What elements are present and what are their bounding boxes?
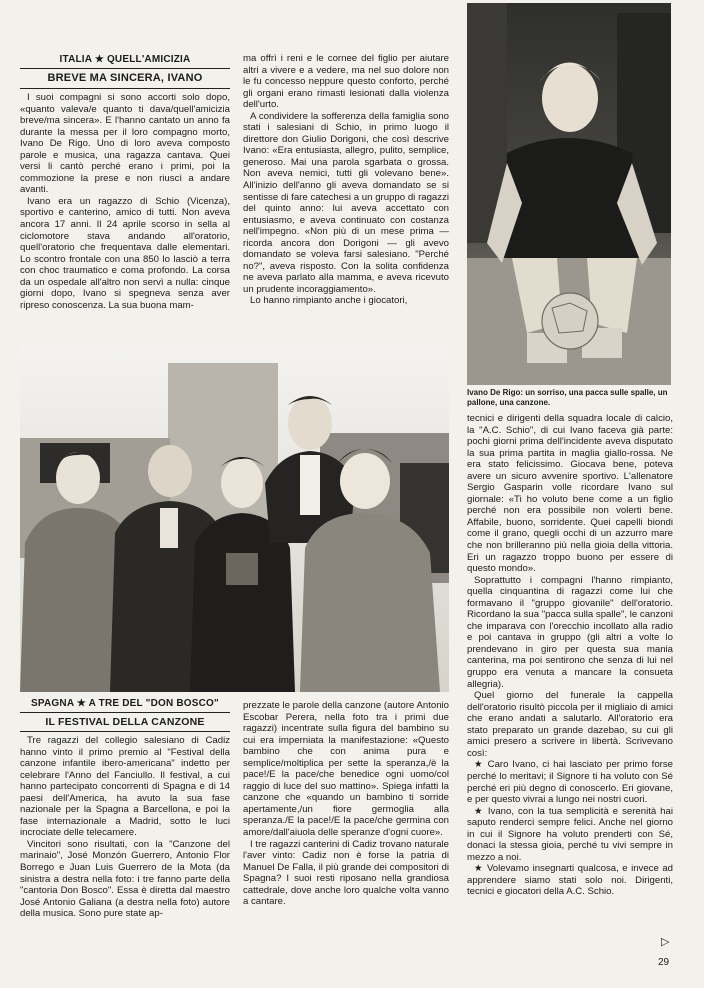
ivano-photo-image (467, 3, 671, 385)
italia-rule-top (20, 68, 230, 69)
spagna-paragraph: I tre ragazzi canterini di Cadiz trovano naturale l'aver vinto: Cadiz non è forse la patria di Manuel De Falla, il più grande dei compositori di Spagna? I suoi resti riposano nella grandiosa cattedrale, dove anche loro qualche volta vanno a cantare. (243, 838, 449, 908)
italia-column-3 (467, 413, 673, 898)
italia-paragraph: Ivano era un ragazzo di Schio (Vicenza), sportivo e canterino, amico di tutti. Non aveva ancora 17 anni. Il 24 aprile scorso in sella al ciclomotore stava andando all'oratorio, quell'oratorio che frequentava dalle elementari. Lo scontro frontale con una 850 lo lasciò a terra con choc traumatico e coma profondo. La corsa da un ospedale all'altro non servì a nulla: cinque giorni dopo, Ivano si spegneva senza aver ripreso conoscenza. La sua buona mam- (20, 195, 230, 311)
spagna-paragraph: Vincitori sono risultati, con la "Canzone del marinaio", José Monzón Guerrero, Antonio Flor Borrego e Juan Luis Guerrero de la Mota (da sinistra a destra nella foto: i tre fanno parte della "cantoria Don Bosco". Essa è diretta dal maestro José Antonio Galiana (a destra nella foto) autore della musica. Sono pure state ap- (20, 838, 230, 920)
page-number: 29 (658, 957, 670, 968)
italia-paragraph: Quel giorno del funerale la cappella dell'oratorio risultò piccola per il migliaio di amici che erano andati a salutarlo. All'oratorio era stato preparato un grande dazebao, su cui gli amici presero a scrivere in libertà. Scrivevano così: (467, 690, 673, 759)
spagna-column-1 (20, 698, 230, 920)
italia-rule-bottom (20, 88, 230, 89)
spagna-column-2 (243, 700, 449, 908)
group-photo-image (20, 343, 449, 692)
spagna-kicker: SPAGNA ★ A TRE DEL "DON BOSCO" (31, 698, 219, 709)
spagna-rule-bottom (20, 731, 230, 732)
group-photo (20, 343, 449, 692)
italia-column-2 (243, 53, 449, 307)
italia-paragraph: A condividere la sofferenza della famiglia sono stati i salesiani di Schio, in primo luogo il direttore don Giulio Dorigoni, che così descrive Ivano: «Era entusiasta, allegro, pulito, semplice, generoso. Mai una parola sgarbata o grossa. Non aveva nemici, tutti gli volevano bene». All'inizio dell'anno gli aveva domandato se si sentisse di fare catechesi a un gruppo di ragazzi del quinto anno: lui aveva accettato con entusiasmo, e aveva continuato con costanza nell'impegno. «Non più di un mese prima — ricorda ancora don Dorigoni — gli avevo domandato se voleva farsi salesiano. "Perché no?", aveva risposto. Con la solita confidenza ne aveva parlato alla mamma, e aveva ricevuto un prudente incoraggiamento». (243, 110, 449, 295)
ivano-photo-caption: Ivano De Rigo: un sorriso, una pacca sulle spalle, un pallone, una canzone. (467, 388, 668, 407)
italia-column-1 (20, 53, 230, 311)
italia-title: BREVE MA SINCERA, IVANO (47, 72, 203, 84)
spagna-paragraph: Tre ragazzi del collegio salesiano di Cadiz hanno vinto il primo premio al "Festival della canzone infantile ibero-americana" indetto per celebrare l'Anno del Fanciullo. Il festival, a cui hanno partecipato concorrenti di Spagna e di 14 paesi dell'America, ha avuto la sua fase nazionale per la Spagna a Barcellona, e poi la fase internazionale a Madrid, sotto le luci incrociate delle telecamere. (20, 735, 230, 839)
spagna-rule-top (20, 712, 230, 713)
italia-paragraph: ★ Ivano, con la tua semplicità e serenità hai saputo renderci sempre felici. Anche nel giorno in cui il Signore ha voluto prenderti con Sé, donaci la stessa gioia, perché tu vivi sempre in mezzo a noi. (467, 805, 673, 863)
ivano-photo (467, 3, 671, 385)
italia-paragraph: ★ Volevamo insegnarti qualcosa, e invece ad apprendere siamo stati solo noi. Dirigenti, tecnici e giocatori della A.C. Schio. (467, 863, 673, 898)
italia-paragraph: ★ Caro Ivano, ci hai lasciato per primo forse perché lo meritavi; il Signore ti ha voluto con Sé perché eri più degno di conoscerlo. Eri giovane, e per questo vivrai a lungo nei nostri cuori. (467, 759, 673, 806)
continue-arrow-icon: ▷ (661, 936, 670, 948)
italia-kicker: ITALIA ★ QUELL'AMICIZIA (59, 54, 191, 65)
spagna-title: IL FESTIVAL DELLA CANZONE (45, 716, 205, 728)
italia-paragraph: Lo hanno rimpianto anche i giocatori, (250, 295, 408, 307)
italia-paragraph: tecnici e dirigenti della squadra locale di calcio, la "A.C. Schio", di cui Ivano faceva già parte: pochi giorni prima dell'incidente aveva disputato la sua prima partita in maglia giallo-rossa. Ne era stato felicissimo. Giocava bene, poteva avere un sicuro avvenire sportivo. L'allenatore Sergio Gasparin volle ricordare Ivano sul giornale: «Ti ho voluto bene come a un figlio perché non era possibile non volerti bene. Affabile, buono, sorridente. Quei capelli biondi come il grano, quegli occhi di un azzurro mare che non brilleranno più nella gioia della vittoria. Eri un ragazzo troppo buono per essere di questo mondo». (467, 413, 673, 575)
italia-paragraph: ma offrì i reni e le cornee del figlio per aiutare altri a vivere e a vedere, ma nel suo dolore non le fu concesso neppure questo conforto, perché gli organi erano rimasti lesionati dalla violenza dell'urto. (243, 53, 449, 111)
spagna-paragraph: prezzate le parole della canzone (autore Antonio Escobar Perera, nella foto tra i primi due ragazzi) incentrate sulla figura del bambino su cui era imperniata la manifestazione: «Questo bambino che con anima pura e semplice/moltiplica per sette la speranza,/è la pace!/E la pace/che benedice ogni uomo/col raggio di luce del suo mattino». Spiega infatti la canzone che «quando un bambino ti sorride apertamente,/un fiore germoglia alla speranza./E la pace!/E la pace/che germina con amore/dall'aiuola delle speranze d'ogni cuore». (243, 700, 449, 839)
italia-paragraph: Soprattutto i compagni l'hanno rimpianto, quella cinquantina di ragazzi come lui che formavano il "gruppo giovanile" dell'oratorio. Ricordano la sua "pacca sulla spalle", le canzoni che imparava con l'orecchio incollato alla radio e poi cantava in gruppo (gli altri a volte lo prendevano in giro per questa sua mania canterina, ma poi sentirono che senza di lui nel gruppo era venuta a mancare la consueta allegria). (467, 574, 673, 690)
italia-paragraph: I suoi compagni si sono accorti solo dopo, «quanto valeva/e quanto ti dava/quell'amicizia breve/ma sincera». E l'hanno cantato un anno fa durante la messa per il loro compagno morto, Ivano De Rigo. Uno di loro aveva composto parole e musica, una ragazza cantava. Quei versi li cantò perché erano i primi, poi la commozione la prese e non riuscì a andare avanti. (20, 92, 230, 196)
